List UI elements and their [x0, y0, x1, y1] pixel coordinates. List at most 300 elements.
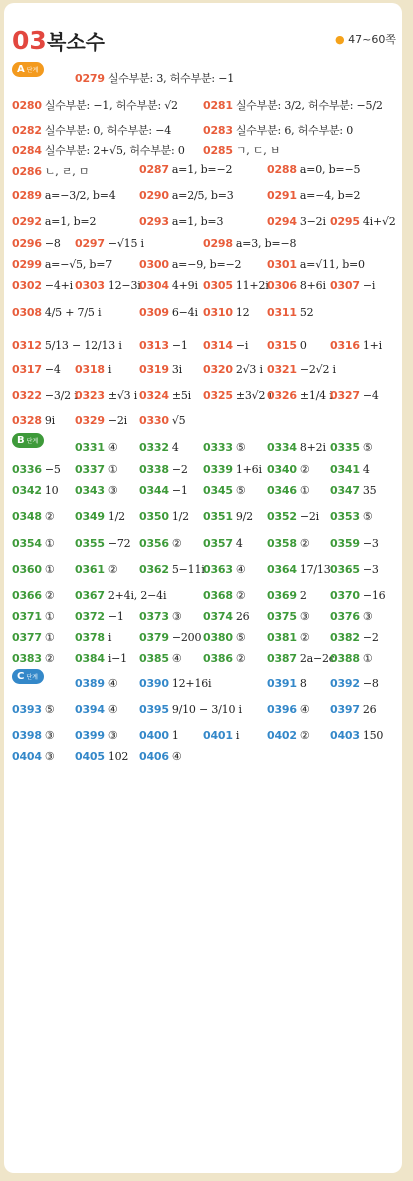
answer-text: 5−11i — [171, 563, 205, 576]
problem-number: 0283 — [203, 124, 233, 137]
problem-number: 0281 — [203, 99, 233, 112]
answer-item — [203, 537, 243, 550]
answer-item — [139, 339, 188, 352]
answer-item — [12, 122, 171, 138]
answer-item — [139, 363, 182, 376]
problem-number: 0328 — [12, 414, 42, 427]
problem-number: 0318 — [75, 363, 105, 376]
problem-number: 0361 — [75, 563, 105, 576]
answer-text: ④ — [107, 441, 118, 454]
answer-text: a=1, b=−2 — [171, 163, 233, 176]
answer-item — [12, 610, 55, 623]
answer-item — [330, 510, 373, 523]
answer-text: ③ — [171, 610, 182, 623]
answer-item — [139, 279, 198, 292]
answer-text: ±3√2 i — [235, 389, 272, 402]
answer-text: ⑤ — [235, 484, 246, 497]
answer-text: ② — [299, 537, 310, 550]
answer-text: ① — [299, 484, 310, 497]
problem-number: 0295 — [330, 215, 360, 228]
answer-item — [75, 729, 118, 742]
answer-text: −8 — [44, 237, 61, 250]
problem-number: 0303 — [75, 279, 105, 292]
problem-number: 0371 — [12, 610, 42, 623]
answer-item — [330, 610, 373, 623]
answer-item — [75, 677, 118, 690]
answer-item — [330, 703, 376, 716]
chapter-title: 복소수 — [47, 30, 105, 54]
answer-item — [12, 237, 61, 250]
problem-number: 0300 — [139, 258, 169, 271]
answer-text: −8 — [362, 677, 379, 690]
problem-number: 0329 — [75, 414, 105, 427]
problem-number: 0401 — [203, 729, 233, 742]
problem-number: 0279 — [75, 72, 105, 85]
answer-text: a=1, b=3 — [171, 215, 224, 228]
problem-number: 0364 — [267, 563, 297, 576]
answer-item — [267, 258, 365, 271]
problem-number: 0336 — [12, 463, 42, 476]
answer-item — [139, 677, 211, 690]
page-range-text: 47~60쪽 — [348, 33, 396, 46]
problem-number: 0326 — [267, 389, 297, 402]
answer-text: ⑤ — [362, 441, 373, 454]
problem-number: 0395 — [139, 703, 169, 716]
answer-item — [75, 652, 127, 665]
problem-number: 0367 — [75, 589, 105, 602]
problem-number: 0305 — [203, 279, 233, 292]
answer-text: ① — [44, 537, 55, 550]
answer-text: i — [235, 729, 240, 742]
answer-text: ㄴ, ㄹ, ㅁ — [44, 165, 90, 178]
answer-item — [75, 463, 118, 476]
problem-number: 0360 — [12, 563, 42, 576]
answer-item — [12, 652, 55, 665]
problem-number: 0297 — [75, 237, 105, 250]
problem-number: 0310 — [203, 306, 233, 319]
problem-number: 0335 — [330, 441, 360, 454]
answer-text: a=−9, b=−2 — [171, 258, 242, 271]
answer-text: 2 — [299, 589, 307, 602]
answer-item — [139, 215, 223, 228]
problem-number: 0339 — [203, 463, 233, 476]
answer-text: −2 — [171, 463, 188, 476]
answer-text: −3 — [362, 563, 379, 576]
answer-item — [139, 510, 189, 523]
problem-number: 0345 — [203, 484, 233, 497]
problem-number: 0374 — [203, 610, 233, 623]
answer-text: 9/2 — [235, 510, 253, 523]
answer-text: ① — [107, 463, 118, 476]
answer-text: 102 — [107, 750, 129, 763]
answer-item — [12, 389, 78, 402]
answer-item — [330, 652, 373, 665]
answer-item — [139, 258, 241, 271]
page-range — [335, 31, 396, 47]
answer-item — [267, 441, 326, 454]
answer-text: ④ — [299, 703, 310, 716]
answer-item — [75, 631, 111, 644]
problem-number: 0304 — [139, 279, 169, 292]
answer-text: −4+i — [44, 279, 73, 292]
answer-text: 실수부분: −1, 허수부분: √2 — [44, 99, 178, 112]
problem-number: 0316 — [330, 339, 360, 352]
problem-number: 0311 — [267, 306, 297, 319]
answer-item — [139, 306, 198, 319]
problem-number: 0322 — [12, 389, 42, 402]
answer-item — [267, 306, 313, 319]
answer-item — [203, 97, 383, 113]
problem-number: 0330 — [139, 414, 169, 427]
answer-text: −72 — [107, 537, 131, 550]
problem-number: 0355 — [75, 537, 105, 550]
answer-text: ④ — [171, 750, 182, 763]
answer-item — [330, 563, 379, 576]
problem-number: 0292 — [12, 215, 42, 228]
problem-number: 0396 — [267, 703, 297, 716]
answer-item — [267, 484, 310, 497]
answer-text: √5 — [171, 414, 186, 427]
problem-number: 0317 — [12, 363, 42, 376]
answer-text: a=1, b=2 — [44, 215, 97, 228]
answer-text: ⑤ — [235, 631, 246, 644]
problem-number: 0349 — [75, 510, 105, 523]
answer-item — [12, 510, 55, 523]
answer-text: ② — [44, 589, 55, 602]
answer-text: 52 — [299, 306, 314, 319]
problem-number: 0385 — [139, 652, 169, 665]
answer-item — [203, 306, 249, 319]
answer-item — [203, 463, 262, 476]
answer-item — [203, 631, 246, 644]
answer-item — [330, 729, 383, 742]
answer-text: 실수부분: 6, 허수부분: 0 — [235, 124, 354, 137]
answer-item — [12, 363, 61, 376]
answer-text: ④ — [107, 677, 118, 690]
problem-number: 0392 — [330, 677, 360, 690]
problem-number: 0358 — [267, 537, 297, 550]
answer-text: 4 — [171, 441, 179, 454]
answer-item — [203, 339, 248, 352]
answer-text: ④ — [107, 703, 118, 716]
problem-number: 0369 — [267, 589, 297, 602]
problem-number: 0363 — [203, 563, 233, 576]
answer-text: ② — [299, 463, 310, 476]
answer-item — [75, 414, 127, 427]
answer-item — [75, 279, 141, 292]
answer-item — [12, 189, 116, 202]
problem-number: 0375 — [267, 610, 297, 623]
answer-text: 4/5 + 7/5 i — [44, 306, 102, 319]
answer-text: 35 — [362, 484, 377, 497]
answer-text: 4 — [235, 537, 243, 550]
section-b-badge: B단계 — [12, 433, 44, 448]
problem-number: 0315 — [267, 339, 297, 352]
answer-text: −i — [362, 279, 376, 292]
answer-text: 11+2i — [235, 279, 269, 292]
problem-number: 0319 — [139, 363, 169, 376]
problem-number: 0334 — [267, 441, 297, 454]
answer-item — [75, 563, 118, 576]
problem-number: 0288 — [267, 163, 297, 176]
answer-text: 5/13 − 12/13 i — [44, 339, 122, 352]
answer-text: ⑤ — [362, 510, 373, 523]
answer-item — [139, 610, 182, 623]
problem-number: 0296 — [12, 237, 42, 250]
answer-item — [12, 463, 61, 476]
problem-number: 0403 — [330, 729, 360, 742]
answer-text: 1+i — [362, 339, 382, 352]
answer-item — [203, 441, 246, 454]
answer-text: 1/2 — [107, 510, 125, 523]
answer-item — [75, 70, 234, 86]
problem-number: 0308 — [12, 306, 42, 319]
answer-item — [267, 339, 307, 352]
answer-item — [203, 122, 353, 138]
answer-text: ① — [362, 652, 373, 665]
answer-item — [75, 510, 125, 523]
answer-text: −4 — [44, 363, 61, 376]
answer-text: a=3, b=−8 — [235, 237, 297, 250]
answer-item — [203, 484, 246, 497]
problem-number: 0313 — [139, 339, 169, 352]
answer-text: 실수부분: 3/2, 허수부분: −5/2 — [235, 99, 383, 112]
answer-text: 1 — [171, 729, 179, 742]
answer-text: 17/13 — [299, 563, 331, 576]
answer-text: −200 — [171, 631, 202, 644]
problem-number: 0353 — [330, 510, 360, 523]
answer-text: ② — [44, 510, 55, 523]
chapter-number: 03 — [12, 26, 47, 55]
answer-item — [12, 339, 122, 352]
answer-item — [12, 414, 55, 427]
answer-item — [330, 677, 379, 690]
answer-text: ㄱ, ㄷ, ㅂ — [235, 144, 281, 157]
answer-text: −16 — [362, 589, 386, 602]
answer-item — [330, 537, 379, 550]
answer-item — [267, 510, 319, 523]
problem-number: 0338 — [139, 463, 169, 476]
answer-text: 0 — [299, 339, 307, 352]
answer-text: ② — [299, 729, 310, 742]
answer-text: 2√3 i — [235, 363, 263, 376]
problem-number: 0389 — [75, 677, 105, 690]
problem-number: 0307 — [330, 279, 360, 292]
problem-number: 0282 — [12, 124, 42, 137]
answer-item — [203, 589, 246, 602]
answer-item — [139, 652, 182, 665]
problem-number: 0352 — [267, 510, 297, 523]
answer-item — [12, 537, 55, 550]
problem-number: 0321 — [267, 363, 297, 376]
problem-number: 0399 — [75, 729, 105, 742]
answer-text: a=0, b=−5 — [299, 163, 361, 176]
answer-text: 2+4i, 2−4i — [107, 589, 167, 602]
problem-number: 0362 — [139, 563, 169, 576]
problem-number: 0378 — [75, 631, 105, 644]
problem-number: 0286 — [12, 165, 42, 178]
problem-number: 0309 — [139, 306, 169, 319]
problem-number: 0404 — [12, 750, 42, 763]
problem-number: 0400 — [139, 729, 169, 742]
answer-item — [267, 163, 360, 176]
answer-text: ② — [44, 652, 55, 665]
problem-number: 0291 — [267, 189, 297, 202]
problem-number: 0376 — [330, 610, 360, 623]
answer-item — [12, 306, 101, 319]
answer-text: −1 — [171, 484, 188, 497]
answer-text: 9/10 − 3/10 i — [171, 703, 242, 716]
problem-number: 0290 — [139, 189, 169, 202]
answer-item — [75, 610, 124, 623]
answer-text: a=−3/2, b=4 — [44, 189, 116, 202]
answer-item — [267, 189, 360, 202]
answer-text: −2 — [362, 631, 379, 644]
answer-item — [330, 484, 376, 497]
answer-item — [139, 163, 232, 176]
answer-text: ③ — [107, 729, 118, 742]
answer-text: −2i — [107, 414, 127, 427]
answer-text: −4 — [362, 389, 379, 402]
answer-text: 26 — [362, 703, 377, 716]
answer-item — [12, 97, 178, 113]
answer-item — [267, 631, 310, 644]
answer-item — [75, 703, 118, 716]
problem-number: 0356 — [139, 537, 169, 550]
answer-text: i — [107, 631, 112, 644]
problem-number: 0294 — [267, 215, 297, 228]
answer-text: ② — [235, 652, 246, 665]
problem-number: 0346 — [267, 484, 297, 497]
problem-number: 0377 — [12, 631, 42, 644]
answer-item — [139, 484, 188, 497]
answer-text: −1 — [107, 610, 124, 623]
answer-item — [203, 729, 239, 742]
problem-number: 0342 — [12, 484, 42, 497]
answer-text: i−1 — [107, 652, 127, 665]
answer-text: ④ — [235, 563, 246, 576]
problem-number: 0280 — [12, 99, 42, 112]
answer-text: ① — [44, 610, 55, 623]
answer-item — [139, 414, 185, 427]
answer-text: 실수부분: 3, 허수부분: −1 — [107, 72, 235, 85]
problem-number: 0381 — [267, 631, 297, 644]
problem-number: 0293 — [139, 215, 169, 228]
answer-text: 실수부분: 0, 허수부분: −4 — [44, 124, 172, 137]
answer-item — [12, 258, 112, 271]
answer-item — [267, 563, 331, 576]
answer-item — [267, 729, 310, 742]
problem-number: 0333 — [203, 441, 233, 454]
answer-text: 4i+√2 — [362, 215, 396, 228]
answer-text: ② — [171, 537, 182, 550]
answer-item — [12, 163, 89, 179]
answer-text: ③ — [107, 484, 118, 497]
answer-text: ±√3 i — [107, 389, 138, 402]
problem-number: 0340 — [267, 463, 297, 476]
problem-number: 0373 — [139, 610, 169, 623]
answer-text: ② — [107, 563, 118, 576]
problem-number: 0323 — [75, 389, 105, 402]
problem-number: 0387 — [267, 652, 297, 665]
answer-text: 12+16i — [171, 677, 212, 690]
answer-item — [12, 484, 58, 497]
answer-item — [203, 279, 269, 292]
answer-item — [12, 750, 55, 763]
answer-item — [139, 389, 191, 402]
answer-item — [267, 215, 326, 228]
problem-number: 0324 — [139, 389, 169, 402]
answer-item — [330, 215, 396, 228]
problem-number: 0285 — [203, 144, 233, 157]
answer-text: i — [107, 363, 112, 376]
section-a-badge: A단계 — [12, 62, 44, 77]
answer-text: a=−√5, b=7 — [44, 258, 113, 271]
answer-text: ② — [299, 631, 310, 644]
problem-number: 0343 — [75, 484, 105, 497]
answer-text: −3/2 i — [44, 389, 78, 402]
answer-text: a=√11, b=0 — [299, 258, 365, 271]
answer-item — [12, 563, 55, 576]
problem-number: 0382 — [330, 631, 360, 644]
problem-number: 0391 — [267, 677, 297, 690]
answer-item — [139, 441, 179, 454]
answer-item — [330, 389, 379, 402]
answer-item — [139, 750, 182, 763]
problem-number: 0365 — [330, 563, 360, 576]
problem-number: 0384 — [75, 652, 105, 665]
answer-text: −5 — [44, 463, 61, 476]
answer-item — [267, 652, 335, 665]
answer-text: ① — [44, 631, 55, 644]
answer-text: ③ — [362, 610, 373, 623]
answer-text: −1 — [171, 339, 188, 352]
answer-text: 2a−2c — [299, 652, 335, 665]
problem-number: 0289 — [12, 189, 42, 202]
problem-number: 0393 — [12, 703, 42, 716]
problem-number: 0287 — [139, 163, 169, 176]
answer-item — [75, 484, 118, 497]
problem-number: 0284 — [12, 144, 42, 157]
problem-number: 0320 — [203, 363, 233, 376]
problem-number: 0406 — [139, 750, 169, 763]
answer-text: a=−4, b=2 — [299, 189, 361, 202]
answer-item — [139, 631, 201, 644]
answer-text: ① — [44, 563, 55, 576]
answer-item — [267, 463, 310, 476]
answer-text: ③ — [44, 729, 55, 742]
answer-text: ±1/4 i — [299, 389, 333, 402]
answer-text: 10 — [44, 484, 59, 497]
problem-number: 0372 — [75, 610, 105, 623]
answer-text: 4+9i — [171, 279, 198, 292]
answer-text: ⑤ — [235, 441, 246, 454]
problem-number: 0347 — [330, 484, 360, 497]
answer-item — [203, 610, 249, 623]
answer-text: 6−4i — [171, 306, 198, 319]
answer-item — [12, 142, 185, 158]
answer-item — [75, 237, 144, 250]
answer-text: 1+6i — [235, 463, 262, 476]
answer-item — [267, 389, 333, 402]
answer-text: ④ — [171, 652, 182, 665]
answer-text: 26 — [235, 610, 250, 623]
problem-number: 0398 — [12, 729, 42, 742]
answer-text: −2√2 i — [299, 363, 336, 376]
answer-item — [75, 441, 118, 454]
problem-number: 0383 — [12, 652, 42, 665]
problem-number: 0314 — [203, 339, 233, 352]
